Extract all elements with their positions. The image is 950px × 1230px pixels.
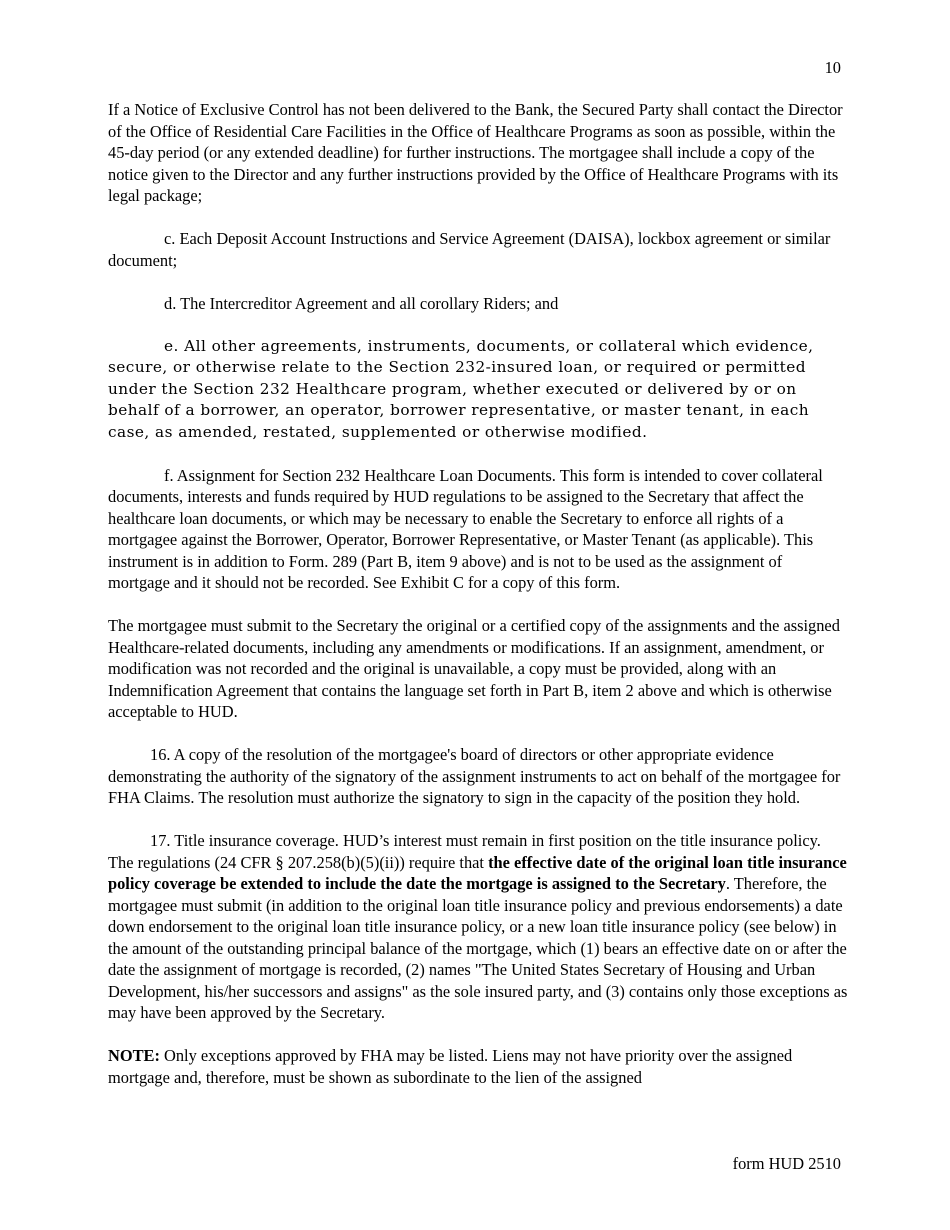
list-item-d: d. The Intercreditor Agreement and all corollary Riders; and xyxy=(164,293,559,313)
page-number: 10 xyxy=(824,58,841,77)
document-body xyxy=(108,99,848,1088)
list-item-f: f. Assignment for Section 232 Healthcare Loan Documents. This form is intended to cover collateral documents, interests and funds required by HUD regulations to be assigned to the Secretary that affect the healthcare loan documents, or which may be necessary to enable the Secretary to enforce all rights of a mortgagee against the Borrower, Operator, Borrower Representative, or Master Tenant (as applicable). This instrument is in addition to Form. 289 (Part B, item 9 above) and is not to be used as the assignment of mortgage and it should not be recorded. See Exhibit C for a copy of this form. xyxy=(108,465,823,592)
item-17-bold-requirement: the effective date of the original loan title insurance policy coverage be extended to include the date the mortgage is assigned to the Secretary xyxy=(108,852,847,893)
note-label: NOTE: xyxy=(108,1046,160,1065)
paragraph-mortgagee-submission: The mortgagee must submit to the Secretary the original or a certified copy of the assignments and the assigned Healthcare-related documents, including any amendments or modifications. If an assignment, amendment, or modification was not recorded and the original is unavailable, a copy must be provided, along with an Indemnification Agreement that contains the language set forth in Part B, item 2 above and which is otherwise acceptable to HUD. xyxy=(108,616,840,721)
item-17-text-end: . Therefore, the mortgagee must submit (in addition to the original loan title insurance policy and previous endorsements) a date down endorsement to the original loan title insurance policy, or a new loan title insurance policy (see below) in the amount of the outstanding principal balance of the mortgage, which (1) bears an effective date on or after the date the assignment of mortgage is recorded, (2) names "The United States Secretary of Housing and Urban Development, his/her successors and assigns" as the sole insured party, and (3) contains only those exceptions as may have been approved by the Secretary. xyxy=(108,874,848,1022)
item-16-resolution: 16. A copy of the resolution of the mortgagee's board of directors or other appropriate evidence demonstrating the authority of the signatory of the assignment instruments to act on behalf of the mortgagee for FHA Claims. The resolution must authorize the signatory to sign in the capacity of the position they hold. xyxy=(108,745,841,807)
item-17-title-insurance xyxy=(108,830,848,1024)
note-text: Only exceptions approved by FHA may be listed. Liens may not have priority over the assigned mortgage and, therefore, must be shown as subordinate to the lien of the assigned xyxy=(108,1046,793,1087)
list-item-e: e. All other agreements, instruments, documents, or collateral which evidence, secure, or otherwise relate to the Section 232-insured loan, or required or permitted under the Section 232 Healthcare program, whether executed or delivered by or on behalf of a borrower, an operator, borrower representative, or master tenant, in each case, as amended, restated, supplemented or otherwise modified. xyxy=(108,336,814,441)
form-footer: form HUD 2510 xyxy=(732,1154,841,1173)
paragraph-notice-exclusive-control: If a Notice of Exclusive Control has not been delivered to the Bank, the Secured Party shall contact the Director of the Office of Residential Care Facilities in the Office of Healthcare Programs as soon as possible, within the 45-day period (or any extended deadline) for further instructions. The mortgagee shall include a copy of the notice given to the Director and any further instructions provided by the Office of Healthcare Programs with its legal package; xyxy=(108,100,843,205)
list-item-c: c. Each Deposit Account Instructions and Service Agreement (DAISA), lockbox agreement or similar document; xyxy=(108,229,831,270)
item-17-text-start: 17. Title insurance coverage. HUD’s interest must remain in first position on the title insurance policy. The regulations (24 CFR § 207.258(b)(5)(ii)) require that xyxy=(108,831,821,872)
note-paragraph xyxy=(108,1045,848,1088)
